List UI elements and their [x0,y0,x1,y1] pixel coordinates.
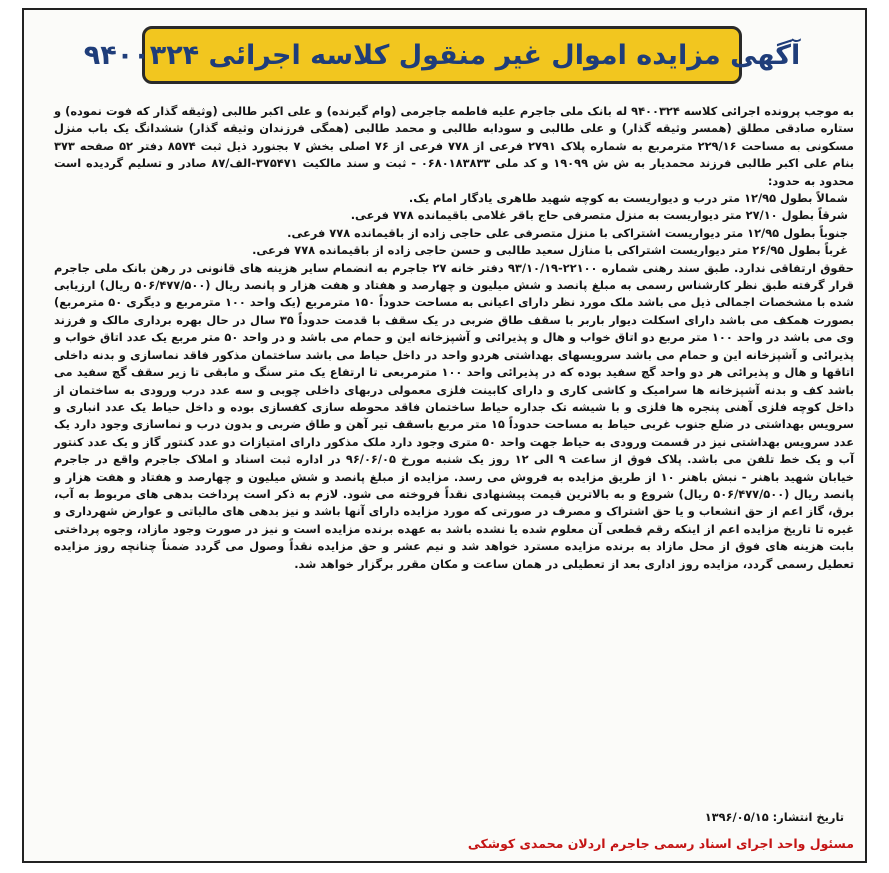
auction-notice [22,8,867,863]
signature: مسئول واحد اجرای اسناد رسمی جاجرم اردلان محمدی کوشکی [467,836,854,851]
intro-paragraph: به موجب پرونده اجرائی کلاسه ۹۴۰۰۳۲۴ له بانک ملی جاجرم علیه فاطمه جاجرمی (وام گیرنده) و علی اکبر طالبی (وثیقه گذار که فوت نموده) و ستاره صادقی مطلق (همسر وثیقه گذار) و علی طالبی و سودابه طالبی و محمد طالبی (همگی فرزندان وثیقه گذار) ششدانگ یک باب منزل مسکونی به مساحت ۲۲۹/۱۶ مترمربع به شماره پلاک ۲۷۹۱ فرعی از ۷۷۸ فرعی از ۷۶ اصلی بخش ۷ بجنورد ذیل ثبت ۸۵۷۴ دفتر ۵۲ صفحه ۳۷۳ بنام علی اکبر طالبی فرزند محمدیار به ش ش ۱۹۰۹۹ و کد ملی ۰۶۸۰۱۸۳۸۳۳ - ثبت و سند مالکیت ۳۷۵۴۷۱-الف/۸۷ صادر و تسلیم گردیده است محدود به حدود: [54,104,854,188]
notice-title: آگهی مزایده اموال غیر منقول کلاسه اجرائی ۹۴۰۰۳۲۴ [83,39,801,71]
west-boundary: غرباً بطول ۲۶/۹۵ متر دیواریست اشتراکی با منازل سعید طالبی و حسن حاجی زاده از باقیمانده ۷۷۸ فرعی. [252,243,848,258]
notice-body [54,103,854,573]
details-paragraph: حقوق ارتفاقی ندارد. طبق سند رهنی شماره ۲۲۱۰۰-۹۳/۱۰/۱۹ دفتر خانه ۲۷ جاجرم به انضمام سایر هزینه های قانونی در رهن بانک ملی جاجرم قرار گرفته طبق نظر کارشناس رسمی به مبلغ پانصد و شش میلیون و چهارصد و هفتاد و هفت هزار و پانصد ریال (۵۰۶/۴۷۷/۵۰۰ ریال) ارزیابی شده با مشخصات اجمالی ذیل می باشد ملک مورد نظر دارای اعیانی به مساحت حدوداً ۱۵۰ مترمربع (یک واحد ۱۰۰ مترمربع و دیگری ۵۰ مترمربع) بصورت همکف می باشد دارای اسکلت دیوار باربر با سقف طاق ضربی در یک سقف با قدمت حدوداً ۳۵ سال در حال بهره برداری مالک و فرزند وی می باشد در واحد ۱۰۰ متر مربع دو اتاق خواب و هال و پذیرائی و آشپزخانه این و حمام می باشد و در واحد ۵۰ متر مربع یک عدد اتاق خواب و پذیرائی و آشپزخانه این و حمام می باشد سرویسهای بهداشتی هردو واحد در داخل حیاط می باشد ساختمان مذکور فاقد نماسازی و بدنه داخلی اتاقها و هال و پذیرائی هر دو واحد گچ سفید بوده که در پذیرائی واحد ۱۰۰ مترمربعی تا ارتفاع یک متر سنگ و مابقی تا زیر سقف گچ سفید می باشد کف و بدنه آشپزخانه ها سرامیک و کاشی کاری و دارای کابینت فلزی معمولی دربهای داخلی چوبی و سه عدد درب ورودی به ساختمان از داخل کوچه فلزی آهنی پنجره ها فلزی و با شیشه تک جداره حیاط ساختمان فاقد محوطه سازی کفسازی بوده و داخل حیاط یک عدد انباری و سرویس بهداشتی در ضلع جنوب غربی حیاط به مساحت حدوداً ۱۵ متر مربع باسقف تیر آهن و طاق ضربی و بدون درب و نماسازی وجود دارد یک عدد سرویس بهداشتی نیز در قسمت ورودی به حیاط جهت واحد ۵۰ متری وجود دارد ملک مذکور دارای امتیازات دو عدد کنتور گاز و یک عدد کنتور آب و یک خط تلفن می باشد. پلاک فوق از ساعت ۹ الی ۱۲ روز یک شنبه مورخ ۹۶/۰۶/۰۵ در اداره ثبت اسناد و املاک جاجرم واقع در جاجرم خیابان شهید باهنر - نبش باهنر ۱۰ از طریق مزایده به فروش می رسد. مزایده از مبلغ پانصد و شش میلیون و چهارصد و هفتاد و هفت هزار و پانصد ریال (۵۰۶/۴۷۷/۵۰۰ ریال) شروع و به بالاترین قیمت پیشنهادی نقداً فروخته می شود. لازم به ذکر است پرداخت بدهی های مربوط به آب، برق، گاز اعم از حق انشعاب و یا حق اشتراک و مصرف در صورتی که مورد مزایده دارای آنها باشد و نیز بدهی های مالیاتی و عوارض شهرداری و غیره تا تاریخ مزایده اعم از اینکه رقم قطعی آن معلوم شده یا نشده باشد به عهده برنده مزایده است و نیز در صورت وجود مازاد، وجوه پرداختی بابت هزینه های فوق از محل مازاد به برنده مزایده مسترد خواهد شد و نیم عشر و حق مزایده نقداً وصول می گردد ضمناً چنانچه روز مزایده تعطیل رسمی گردد، مزایده روز اداری بعد از تعطیلی در همان ساعت و مکان مقرر برگزار خواهد شد. [54,260,855,571]
notice-title-bar [83,26,801,84]
east-boundary: شرقاً بطول ۲۷/۱۰ متر دیواریست به منزل متصرفی حاج باقر غلامی باقیمانده ۷۷۸ فرعی. [350,208,848,223]
north-boundary: شمالاً بطول ۱۲/۹۵ متر درب و دیواریست به کوچه شهید طاهری یادگار امام یک. [408,191,848,206]
publication-date: تاریخ انتشار: ۱۳۹۶/۰۵/۱۵ [704,810,844,824]
south-boundary: جنوباً بطول ۱۲/۹۵ متر دیواریست اشتراکی با منزل متصرفی علی حاجی زاده از باقیمانده ۷۷۸ فرعی. [287,225,848,240]
